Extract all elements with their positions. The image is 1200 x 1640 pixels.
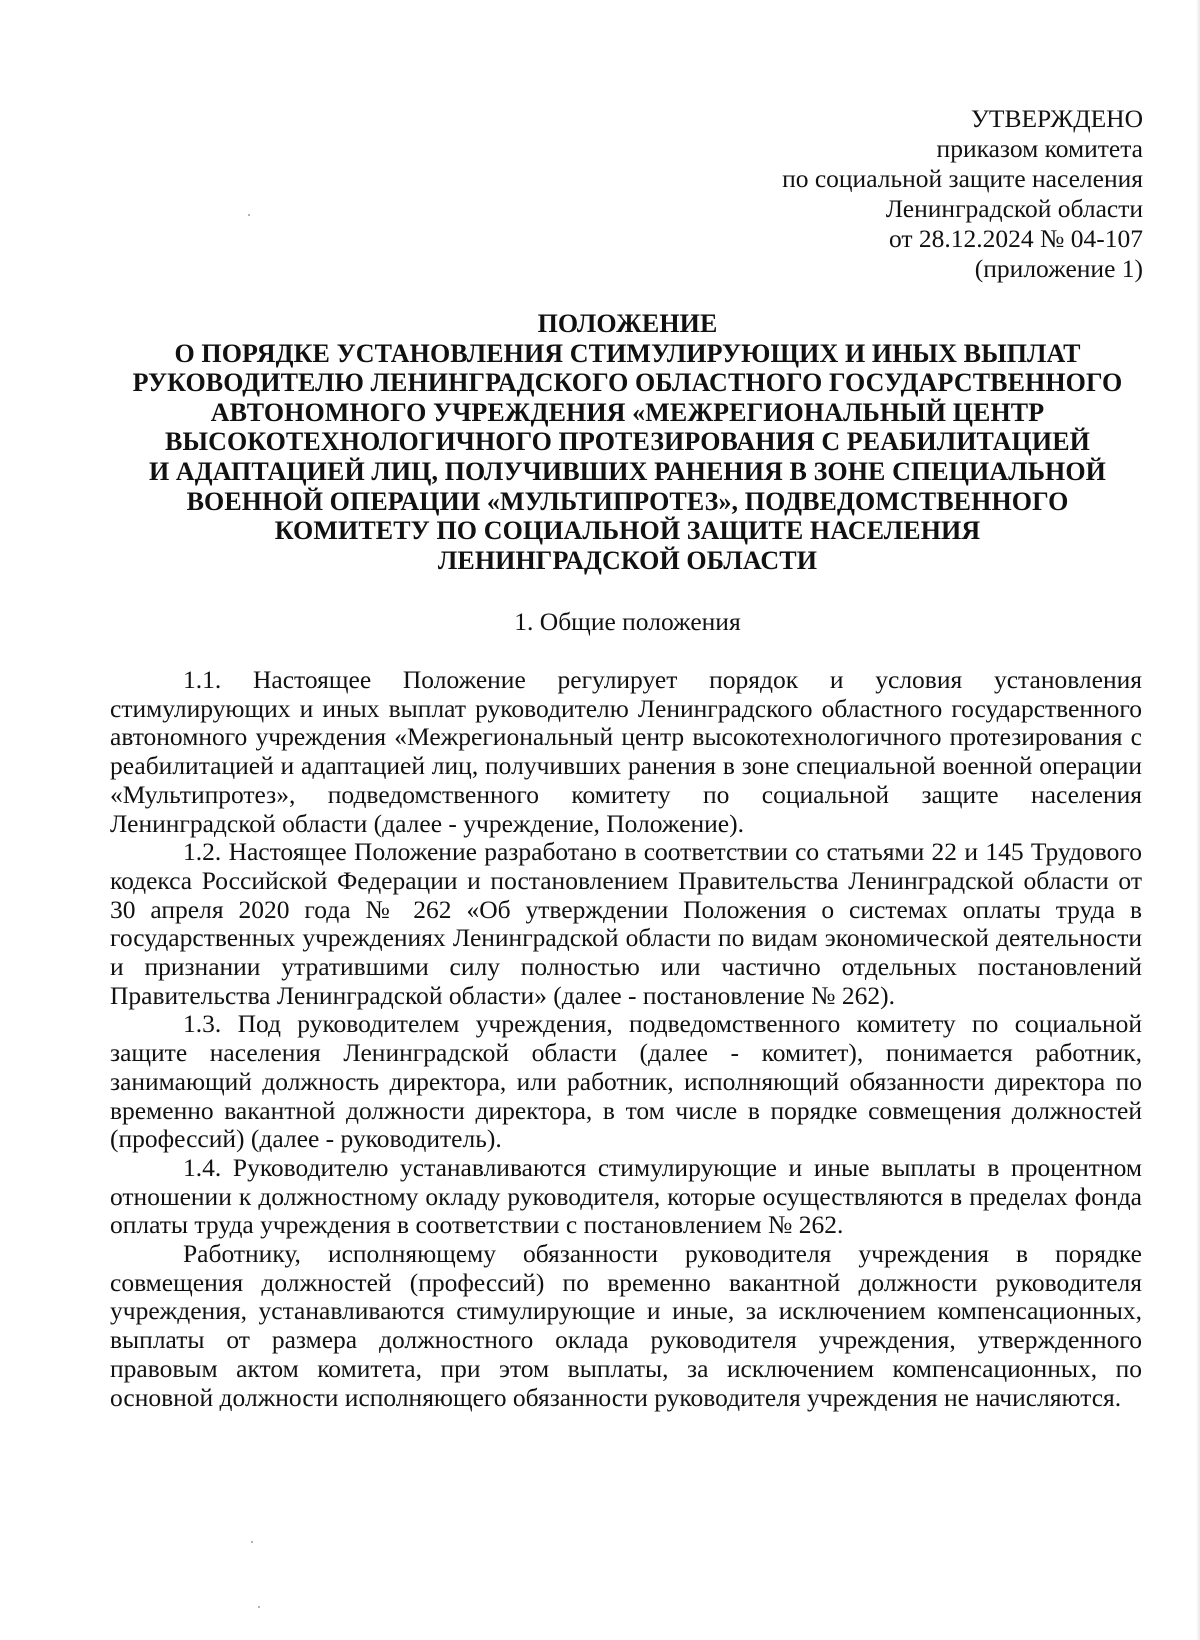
scan-speck <box>258 1606 260 1608</box>
paragraph-1-2: 1.2. Настоящее Положение разработано в соответствии со статьями 22 и 145 Трудового кодекса Российской Федерации и постановлением Правительства Ленинградской области от 30 апреля 2020 года № 262 «Об утверждении Положения о системах оплаты труда в государственных учреждениях Ленинградской области по видам экономической деятельности и признании утратившими силу полностью или частично отдельных постановлений Правительства Ленинградской области» (далее - постановление № 262). <box>110 837 1142 1010</box>
document-title <box>100 309 1155 575</box>
title-line: ПОЛОЖЕНИЕ <box>537 309 718 338</box>
title-line: И АДАПТАЦИЕЙ ЛИЦ, ПОЛУЧИВШИХ РАНЕНИЯ В ЗОНЕ СПЕЦИАЛЬНОЙ <box>149 456 1106 486</box>
title-line: ЛЕНИНГРАДСКОЙ ОБЛАСТИ <box>437 545 818 575</box>
scan-edge-shadow <box>1196 0 1200 1640</box>
paragraph-1-4: 1.4. Руководителю устанавливаются стимулирующие и иные выплаты в процентном отношении к должностному окладу руководителя, которые осуществляются в пределах фонда оплаты труда учреждения в соответствии с постановлением № 262. <box>110 1152 1142 1240</box>
paragraph-1-4-continuation: Работнику, исполняющему обязанности руководителя учреждения в порядке совмещения должностей (профессий) по временно вакантной должности руководителя учреждения, устанавливаются стимулирующие и иные, за исключением компенсационных, выплаты от размера должностного оклада руководителя учреждения, утвержденного правовым актом комитета, при этом выплаты, за исключением компенсационных, по основной должности исполняющего обязанности руководителя учреждения не начисляются. <box>110 1239 1142 1412</box>
section-body <box>110 666 1142 1412</box>
approval-committee-line: по социальной защите населения <box>782 164 1143 193</box>
section-heading: 1. Общие положения <box>514 607 741 636</box>
title-line: РУКОВОДИТЕЛЮ ЛЕНИНГРАДСКОГО ОБЛАСТНОГО ГОСУДАРСТВЕННОГО <box>132 368 1123 398</box>
title-line: КОМИТЕТУ ПО СОЦИАЛЬНОЙ ЗАЩИТЕ НАСЕЛЕНИЯ <box>274 516 981 546</box>
title-line: ВОЕННОЙ ОПЕРАЦИИ «МУЛЬТИПРОТЕЗ», ПОДВЕДОМСТВЕННОГО <box>186 486 1069 516</box>
title-line: ВЫСОКОТЕХНОЛОГИЧНОГО ПРОТЕЗИРОВАНИЯ С РЕАБИЛИТАЦИЕЙ <box>165 427 1090 457</box>
paragraph-1-3: 1.3. Под руководителем учреждения, подведомственного комитету по социальной защите населения Ленинградской области (далее - комитет), понимается работник, занимающий должность директора, или работник, исполняющий обязанности директора по временно вакантной должности директора, в том числе в порядке совмещения должностей (профессий) (далее - руководитель). <box>110 1009 1142 1154</box>
scan-speck <box>251 1541 253 1543</box>
scan-speck <box>248 214 250 216</box>
approval-heading: УТВЕРЖДЕНО <box>970 104 1143 133</box>
approval-region-line: Ленинградской области <box>885 194 1143 223</box>
paragraph-1-1: 1.1. Настоящее Положение регулирует порядок и условия установления стимулирующих и иных выплат руководителю Ленинградского областного государственного автономного учреждения «Межрегиональный центр высокотехнологичного протезирования с реабилитацией и адаптацией лиц, получивших ранения в зоне специальной военной операции «Мультипротез», подведомственного комитету по социальной защите населения Ленинградской области (далее - учреждение, Положение). <box>110 665 1142 838</box>
approval-appendix-line: (приложение 1) <box>974 254 1143 283</box>
approval-date-number: от 28.12.2024 № 04-107 <box>888 224 1143 253</box>
approval-order-line: приказом комитета <box>936 134 1143 163</box>
approval-stamp-block <box>583 104 1143 284</box>
title-line: АВТОНОМНОГО УЧРЕЖДЕНИЯ «МЕЖРЕГИОНАЛЬНЫЙ ЦЕНТР <box>210 397 1045 427</box>
title-line: О ПОРЯДКЕ УСТАНОВЛЕНИЯ СТИМУЛИРУЮЩИХ И ИНЫХ ВЫПЛАТ <box>174 338 1081 368</box>
